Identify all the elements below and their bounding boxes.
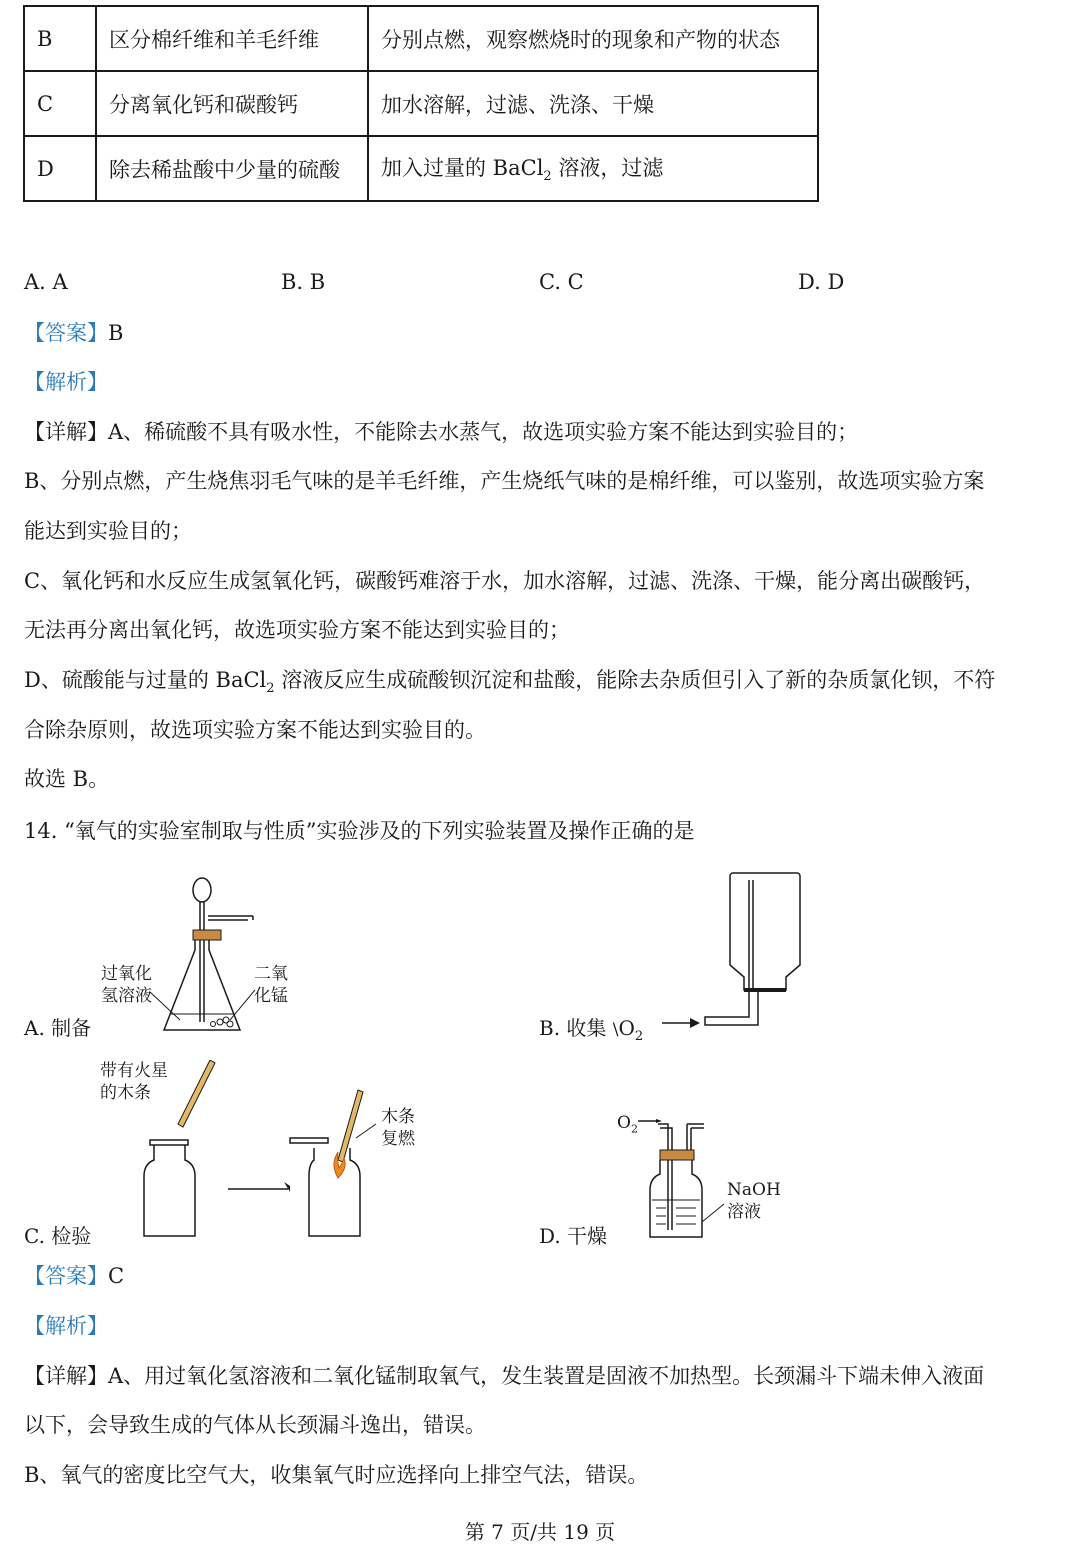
row-label: B xyxy=(24,6,96,71)
q14-answer: 【答案】C xyxy=(24,1264,125,1288)
figure-c-apparatus xyxy=(140,1060,440,1242)
figure-c-relight-label: 木条 复燃 xyxy=(381,1107,415,1149)
choice-a: A. A xyxy=(24,270,68,294)
figure-a-label-right: 二氧 化锰 xyxy=(254,964,288,1006)
figure-c-caption: C. 检验 xyxy=(24,1224,92,1248)
figure-b-apparatus xyxy=(700,870,805,1030)
choice-d: D. D xyxy=(798,270,845,294)
q13-detail-3: 能达到实验目的； xyxy=(24,519,192,543)
options-table xyxy=(23,5,819,202)
row-label: C xyxy=(24,71,96,136)
q13-answer: 【答案】B xyxy=(24,321,124,345)
q13-detail-8: 故选 B。 xyxy=(24,767,110,791)
row-method: 加水溶解，过滤、洗涤、干燥 xyxy=(368,71,818,136)
table-row xyxy=(24,71,818,136)
page-footer: 第 7 页/共 19 页 xyxy=(464,1520,616,1544)
figure-d-caption: D. 干燥 xyxy=(539,1224,608,1248)
figure-a-label-left: 过氧化 氢溶液 xyxy=(101,964,152,1006)
q13-analysis-tag: 【解析】 xyxy=(24,370,108,394)
q13-detail-2: B、分别点燃，产生烧焦羽毛气味的是羊毛纤维，产生烧纸气味的是棉纤维，可以鉴别，故选项实验方案 xyxy=(24,469,985,493)
q13-detail-1: 【详解】A、稀硫酸不具有吸水性，不能除去水蒸气，故选项实验方案不能达到实验目的； xyxy=(24,420,859,444)
figure-a-apparatus xyxy=(150,872,270,1037)
figure-d-apparatus xyxy=(636,1112,736,1242)
figure-b-caption: B. 收集 $\backslash O_2$ xyxy=(539,1016,644,1044)
figure-d-gas-label: $O_2$ xyxy=(617,1113,638,1136)
row-method: 分别点燃，观察燃烧时的现象和产物的状态 xyxy=(368,6,818,71)
row-label: D xyxy=(24,136,96,201)
figure-d-solution-label: NaOH 溶液 xyxy=(727,1180,781,1222)
q14-stem: 14. “氧气的实验室制取与性质”实验涉及的下列实验装置及操作正确的是 xyxy=(24,819,695,843)
figure-a-caption: A. 制备 xyxy=(24,1016,92,1040)
row-goal: 除去稀盐酸中少量的硫酸 xyxy=(96,136,368,201)
figure-c-splint-label: 带有火星 的木条 xyxy=(100,1061,168,1103)
q14-detail-2: 以下，会导致生成的气体从长颈漏斗逸出，错误。 xyxy=(24,1413,486,1437)
q13-detail-7: 合除杂原则，故选项实验方案不能达到实验目的。 xyxy=(24,718,486,742)
q14-analysis-tag: 【解析】 xyxy=(24,1314,108,1338)
row-method: 加入过量的 BaCl$_2$ 溶液，过滤 xyxy=(368,136,818,201)
q14-detail-1: 【详解】A、用过氧化氢溶液和二氧化锰制取氧气，发生装置是固液不加热型。长颈漏斗下端未伸入液面 xyxy=(24,1364,985,1388)
q13-detail-5: 无法再分离出氧化钙，故选项实验方案不能达到实验目的； xyxy=(24,618,570,642)
choice-b: B. B xyxy=(281,270,326,294)
row-goal: 区分棉纤维和羊毛纤维 xyxy=(96,6,368,71)
table-row xyxy=(24,136,818,201)
table-row xyxy=(24,6,818,71)
row-goal: 分离氧化钙和碳酸钙 xyxy=(96,71,368,136)
gas-in-arrow-icon xyxy=(662,1016,702,1030)
q13-detail-6: D、硫酸能与过量的 BaCl$_2$ 溶液反应生成硫酸钡沉淀和盐酸，能除去杂质但引入了新的杂质氯化钡，不符 xyxy=(24,668,996,697)
q14-detail-3: B、氧气的密度比空气大，收集氧气时应选择向上排空气法，错误。 xyxy=(24,1463,649,1487)
choice-c: C. C xyxy=(539,270,584,294)
q13-detail-4: C、氧化钙和水反应生成氢氧化钙，碳酸钙难溶于水，加水溶解，过滤、洗涤、干燥，能分离出碳酸钙， xyxy=(24,569,986,593)
